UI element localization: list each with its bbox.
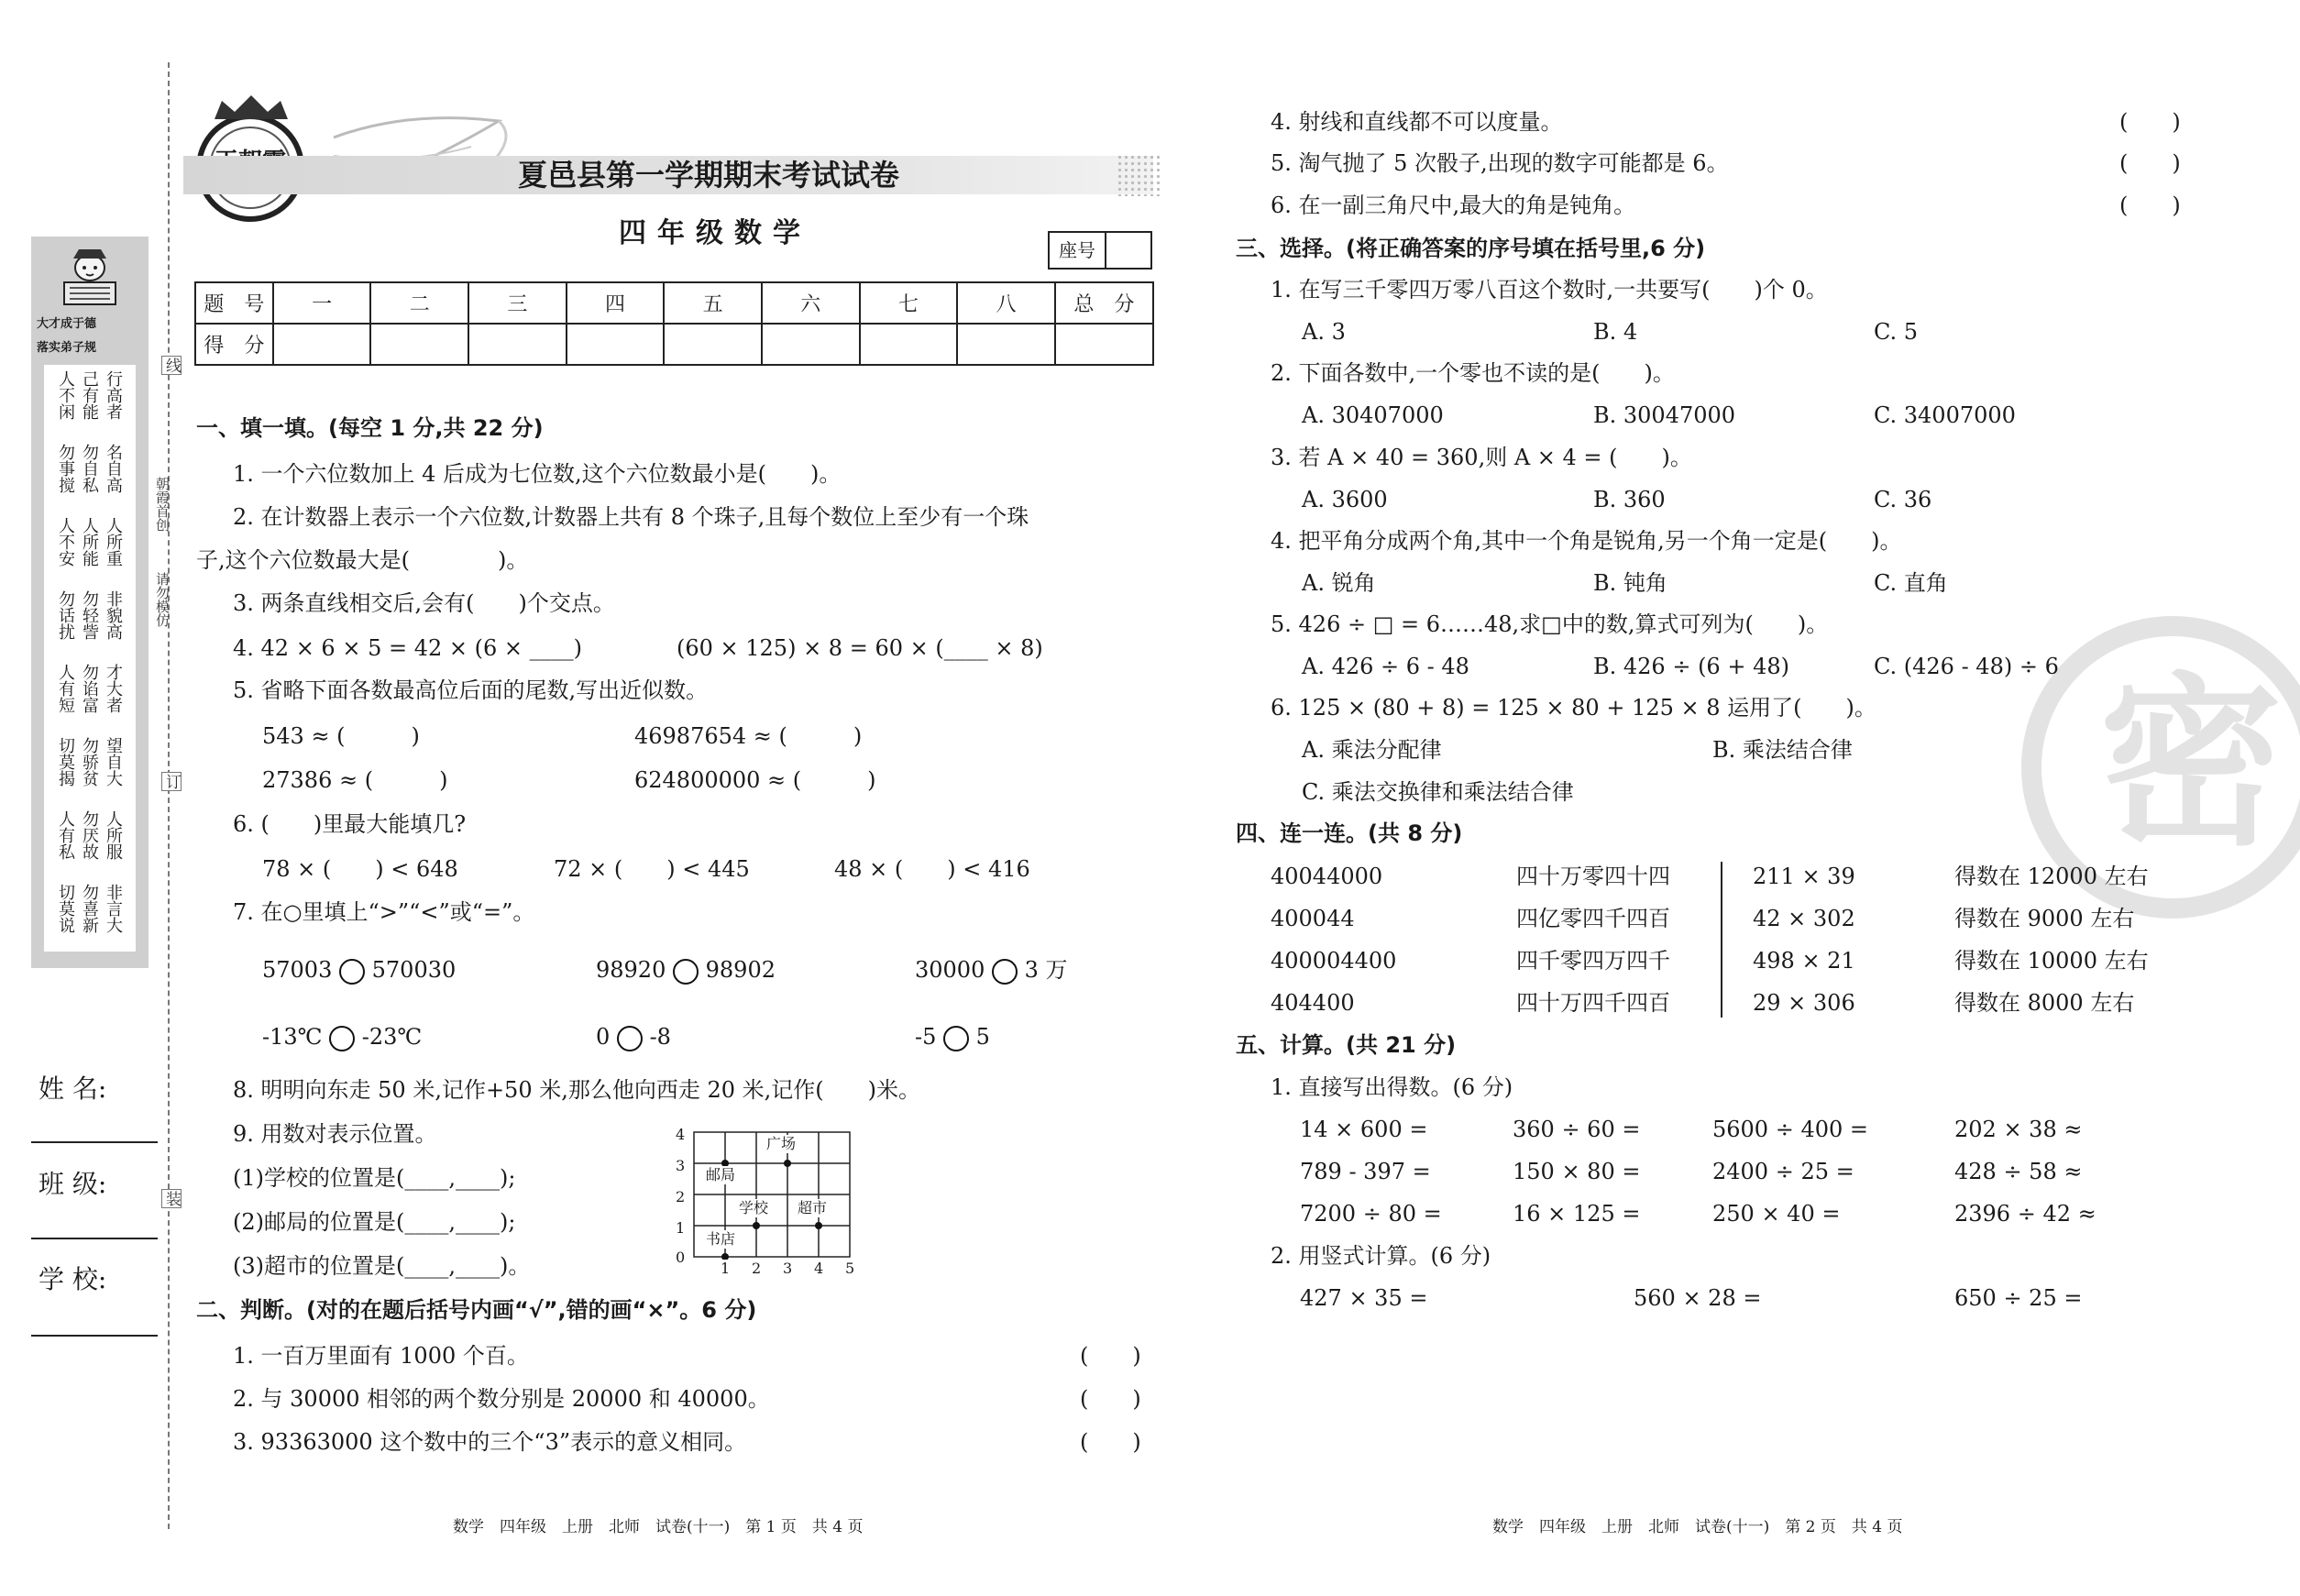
place-school: 学校: [739, 1199, 769, 1216]
score-header-cell: 二: [370, 282, 468, 324]
choice-5-c: C. (426 - 48) ÷ 6: [1874, 654, 2059, 679]
banner-dots: [1117, 154, 1162, 196]
score-header-cell: 题 号: [195, 282, 273, 324]
motto-top-line-2: 落实弟子规: [37, 341, 97, 355]
calc-expression: 789 - 397 =: [1300, 1159, 1431, 1184]
score-header-cell: 六: [762, 282, 860, 324]
calc-expression: 428 ÷ 58 ≈: [1954, 1159, 2083, 1184]
q7: 7. 在○里填上“>”“<”或“=”。: [233, 899, 535, 925]
vertical-calc-2: 560 × 28 =: [1634, 1285, 1762, 1311]
choice-2-b: B. 30047000: [1593, 402, 1736, 428]
score-header-cell: 八: [957, 282, 1055, 324]
grid-y-1: 1: [676, 1219, 686, 1237]
q2-line1: 2. 在计数器上表示一个六位数,计数器上共有 8 个珠子,且每个数位上至少有一个珠: [233, 504, 1029, 530]
link-item-words[interactable]: 四十万零四十四: [1516, 864, 1670, 889]
motto-text: 切莫揭: [56, 737, 75, 787]
choice-5-b: B. 426 ÷ (6 + 48): [1593, 654, 1789, 679]
choice-6-a: A. 乘法分配律: [1302, 737, 1442, 763]
score-cell[interactable]: [860, 324, 958, 365]
link-item-exprs[interactable]: 211 × 39: [1753, 864, 1855, 889]
judge-4: 4. 射线和直线都不可以度量。: [1271, 109, 1563, 135]
link-item-exprs[interactable]: 498 × 21: [1753, 948, 1855, 974]
score-table: [194, 281, 1154, 366]
name-label: 姓 名:: [39, 1073, 107, 1104]
q9-part-2: (2)邮局的位置是(____,____);: [233, 1209, 516, 1235]
place-square: 广场: [766, 1135, 797, 1152]
score-header-cell: 三: [468, 282, 567, 324]
choice-4-a: A. 锐角: [1302, 570, 1376, 596]
motto-text: 才大者: [104, 664, 123, 713]
choice-6: 6. 125 × (80 + 8) = 125 × 80 + 125 × 8 运用了( )。: [1271, 695, 1876, 721]
section-1-title: 一、填一填。(每空 1 分,共 22 分): [196, 415, 544, 441]
q3: 3. 两条直线相交后,会有( )个交点。: [233, 590, 615, 616]
class-label: 班 级:: [39, 1169, 107, 1199]
score-header-cell: 总 分: [1055, 282, 1153, 324]
grid-x-5: 5: [845, 1260, 855, 1277]
judge-5-answer[interactable]: ( ): [2119, 150, 2181, 176]
scholar-figure-icon: [50, 244, 130, 317]
score-header-cell: 七: [860, 282, 958, 324]
q8: 8. 明明向东走 50 米,记作+50 米,那么他向西走 20 米,记作( )米。: [233, 1077, 921, 1103]
q9: 9. 用数对表示位置。: [233, 1121, 437, 1147]
margin-note-2: 请勿模仿: [154, 572, 171, 627]
judge-3-answer[interactable]: ( ): [1080, 1429, 1141, 1455]
link-item-results[interactable]: 得数在 8000 左右: [1954, 990, 2135, 1016]
motto-text: 切莫说: [56, 884, 75, 933]
calc-expression: 2396 ÷ 42 ≈: [1954, 1201, 2096, 1227]
grid-y-3: 3: [676, 1157, 686, 1174]
grid-y-4: 4: [676, 1126, 686, 1143]
vertical-calc-1: 427 × 35 =: [1300, 1285, 1428, 1311]
score-header-row: [195, 282, 1153, 324]
link-item-words[interactable]: 四十万四千四百: [1516, 990, 1670, 1016]
q5-item-d: 624800000 ≈ ( ): [634, 767, 876, 793]
motto-text: 人所重: [104, 517, 123, 567]
calc-expression: 2400 ÷ 25 =: [1712, 1159, 1854, 1184]
place-post-office: 邮局: [706, 1166, 736, 1183]
choice-2: 2. 下面各数中,一个零也不读的是( )。: [1271, 360, 1675, 386]
link-item-nums[interactable]: 404400: [1271, 990, 1355, 1016]
link-item-exprs[interactable]: 29 × 306: [1753, 990, 1855, 1016]
vertical-calc-3: 650 ÷ 25 =: [1954, 1285, 2083, 1311]
motto-text: 勿骄贫: [80, 737, 99, 787]
link-item-words[interactable]: 四亿零四千四百: [1516, 906, 1670, 931]
section-4-title: 四、连一连。(共 8 分): [1236, 820, 1463, 846]
link-item-nums[interactable]: 400004400: [1271, 948, 1397, 974]
q6-item-c: 48 × ( ) < 416: [834, 856, 1030, 882]
calc-expression: 14 × 600 =: [1300, 1117, 1428, 1142]
score-value-row: [195, 324, 1153, 365]
judge-1-answer[interactable]: ( ): [1080, 1343, 1141, 1369]
calc-expression: 360 ÷ 60 =: [1513, 1117, 1641, 1142]
q6-item-b: 72 × ( ) < 445: [554, 856, 750, 882]
choice-4-b: B. 钝角: [1593, 570, 1667, 596]
score-cell[interactable]: [957, 324, 1055, 365]
score-cell[interactable]: [273, 324, 371, 365]
q7-compare-4: -13℃ -23℃: [262, 1024, 423, 1050]
motto-text: 己有能: [80, 370, 99, 420]
score-header-cell: 五: [664, 282, 762, 324]
name-field[interactable]: [31, 1141, 158, 1143]
compare-circle[interactable]: [617, 1026, 643, 1051]
judge-6-answer[interactable]: ( ): [2119, 193, 2181, 218]
motto-text: 人所服: [104, 810, 123, 860]
q4-part-b: (60 × 125) × 8 = 60 × (____ × 8): [677, 635, 1043, 661]
school-label: 学 校:: [39, 1264, 107, 1294]
fold-mark-zhuang: 装: [162, 1191, 181, 1206]
motto-text: 勿自私: [80, 444, 99, 493]
judge-3: 3. 93363000 这个数中的三个“3”表示的意义相同。: [233, 1429, 747, 1455]
choice-5-a: A. 426 ÷ 6 - 48: [1302, 654, 1469, 679]
judge-6: 6. 在一副三角尺中,最大的角是钝角。: [1271, 193, 1636, 218]
fold-mark-xian: 线: [162, 358, 181, 373]
score-row-label: 得 分: [195, 324, 273, 365]
place-bookstore: 书店: [706, 1230, 736, 1248]
choice-2-a: A. 30407000: [1302, 402, 1444, 428]
motto-text: 勿轻訾: [80, 590, 99, 640]
compare-circle[interactable]: [943, 1026, 969, 1051]
seat-number-box[interactable]: [1048, 231, 1152, 270]
section-3-title: 三、选择。(将正确答案的序号填在括号里,6 分): [1236, 236, 1706, 261]
link-item-results[interactable]: 得数在 9000 左右: [1954, 906, 2135, 931]
grid-y-0: 0: [676, 1249, 686, 1266]
class-field[interactable]: [31, 1238, 158, 1239]
motto-text: 人有私: [56, 810, 75, 860]
choice-3-b: B. 360: [1593, 487, 1666, 512]
score-cell[interactable]: [762, 324, 860, 365]
q7-compare-5: 0 -8: [596, 1024, 671, 1050]
link-item-results[interactable]: 得数在 12000 左右: [1954, 864, 2149, 889]
section-2-title: 二、判断。(对的在题后括号内画“√”,错的画“×”。6 分): [196, 1297, 757, 1323]
motto-text: 名自高: [104, 444, 123, 493]
compare-circle[interactable]: [992, 959, 1018, 985]
q7-compare-1: 57003 570030: [262, 957, 457, 983]
q9-part-3: (3)超市的位置是(____,____)。: [233, 1253, 531, 1279]
score-cell[interactable]: [664, 324, 762, 365]
choice-3-a: A. 3600: [1302, 487, 1388, 512]
calc-expression: 150 × 80 =: [1513, 1159, 1641, 1184]
motto-text: 人有短: [56, 664, 75, 713]
motto-text: 勿谄富: [80, 664, 99, 713]
score-header-cell: 四: [567, 282, 665, 324]
choice-3: 3. 若 A × 40 = 360,则 A × 4 = ( )。: [1271, 445, 1692, 470]
choice-4: 4. 把平角分成两个角,其中一个角是锐角,另一个角一定是( )。: [1271, 528, 1902, 554]
motto-text: 勿喜新: [80, 884, 99, 933]
q7-compare-3: 30000 3 万: [915, 957, 1068, 983]
judge-2: 2. 与 30000 相邻的两个数分别是 20000 和 40000。: [233, 1386, 770, 1412]
q4-part-a: 4. 42 × 6 × 5 = 42 × (6 × ____): [233, 635, 582, 661]
q7-compare-6: -5 5: [915, 1024, 990, 1050]
motto-text: 勿话扰: [56, 590, 75, 640]
q5: 5. 省略下面各数最高位后面的尾数,写出近似数。: [233, 677, 709, 703]
compare-circle[interactable]: [673, 959, 699, 985]
crown-icon: [211, 94, 292, 121]
link-item-nums[interactable]: 400044: [1271, 906, 1355, 931]
motto-text: 非言大: [104, 884, 123, 933]
grid-x-1: 1: [721, 1260, 731, 1277]
judge-1: 1. 一百万里面有 1000 个百。: [233, 1343, 529, 1369]
calc-1-title: 1. 直接写出得数。(6 分): [1271, 1074, 1513, 1100]
choice-4-c: C. 直角: [1874, 570, 1948, 596]
calc-expression: 250 × 40 =: [1712, 1201, 1841, 1227]
motto-text: 勿厌故: [80, 810, 99, 860]
calc-expression: 5600 ÷ 400 =: [1712, 1117, 1868, 1142]
choice-1-a: A. 3: [1302, 319, 1346, 345]
judge-2-answer[interactable]: ( ): [1080, 1386, 1141, 1412]
calc-expression: 202 × 38 ≈: [1954, 1117, 2083, 1142]
grid-x-3: 3: [783, 1260, 793, 1277]
place-supermarket: 超市: [798, 1199, 828, 1216]
calc-expression: 16 × 125 =: [1513, 1201, 1641, 1227]
q6-item-a: 78 × ( ) < 648: [262, 856, 458, 882]
choice-1: 1. 在写三千零四万零八百这个数时,一共要写( )个 0。: [1271, 277, 1828, 303]
score-cell[interactable]: [567, 324, 665, 365]
q9-part-1: (1)学校的位置是(____,____);: [233, 1165, 516, 1191]
q5-item-c: 27386 ≈ ( ): [262, 767, 448, 793]
link-item-exprs[interactable]: 42 × 302: [1753, 906, 1855, 931]
school-field[interactable]: [31, 1335, 158, 1337]
q5-item-a: 543 ≈ ( ): [262, 723, 420, 749]
motto-text: 望自大: [104, 737, 123, 787]
choice-2-c: C. 34007000: [1874, 402, 2016, 428]
confidential-stamp-glyph: 密: [2099, 657, 2283, 871]
motto-top-line-1: 大才成于德: [37, 317, 97, 331]
seat-label: 座号: [1050, 233, 1106, 268]
motto-text: 非貌高: [104, 590, 123, 640]
q2-line2: 子,这个六位数最大是( )。: [196, 547, 529, 573]
page-subtitle: 四年级数学: [619, 217, 811, 249]
link-item-words[interactable]: 四千零四万四千: [1516, 948, 1670, 974]
link-item-nums[interactable]: 40044000: [1271, 864, 1383, 889]
score-cell[interactable]: [1055, 324, 1153, 365]
choice-3-c: C. 36: [1874, 487, 1932, 512]
score-header-cell: 一: [273, 282, 371, 324]
footer-page-1: 数学 四年级 上册 北师 试卷(十一) 第 1 页 共 4 页: [453, 1518, 864, 1536]
motto-text: 人不安: [56, 517, 75, 567]
link-item-results[interactable]: 得数在 10000 左右: [1954, 948, 2149, 974]
calc-2-title: 2. 用竖式计算。(6 分): [1271, 1243, 1491, 1269]
q1: 1. 一个六位数加上 4 后成为七位数,这个六位数最小是( )。: [233, 461, 842, 487]
motto-text: 人所能: [80, 517, 99, 567]
motto-text: 勿事搅: [56, 444, 75, 493]
fold-mark-ding: 订: [162, 774, 181, 789]
motto-text: 人不闲: [56, 370, 75, 420]
margin-note-1: 朝霞首创: [154, 477, 171, 532]
grid-y-2: 2: [676, 1188, 686, 1205]
choice-6-c: C. 乘法交换律和乘法结合律: [1302, 779, 1574, 805]
compare-circle[interactable]: [339, 959, 365, 985]
q5-item-b: 46987654 ≈ ( ): [634, 723, 863, 749]
judge-4-answer[interactable]: ( ): [2119, 109, 2181, 135]
motto-text: 行高者: [104, 370, 123, 420]
grid-x-4: 4: [814, 1260, 824, 1277]
choice-1-b: B. 4: [1593, 319, 1638, 345]
calc-expression: 7200 ÷ 80 =: [1300, 1201, 1442, 1227]
footer-page-2: 数学 四年级 上册 北师 试卷(十一) 第 2 页 共 4 页: [1492, 1518, 1903, 1536]
link-divider: [1721, 862, 1722, 1018]
fold-line: [168, 62, 170, 1529]
compare-circle[interactable]: [329, 1026, 355, 1051]
grid-x-2: 2: [752, 1260, 762, 1277]
score-cell[interactable]: [370, 324, 468, 365]
judge-5: 5. 淘气抛了 5 次骰子,出现的数字可能都是 6。: [1271, 150, 1729, 176]
section-5-title: 五、计算。(共 21 分): [1236, 1032, 1457, 1058]
choice-6-b: B. 乘法结合律: [1712, 737, 1853, 763]
score-cell[interactable]: [468, 324, 567, 365]
choice-5: 5. 426 ÷ □ = 6……48,求□中的数,算式可列为( )。: [1271, 611, 1829, 637]
page-title: 夏邑县第一学期期末考试试卷: [518, 158, 900, 193]
choice-1-c: C. 5: [1874, 319, 1919, 345]
q6: 6. ( )里最大能填几?: [233, 811, 467, 837]
q7-compare-2: 98920 98902: [596, 957, 776, 983]
